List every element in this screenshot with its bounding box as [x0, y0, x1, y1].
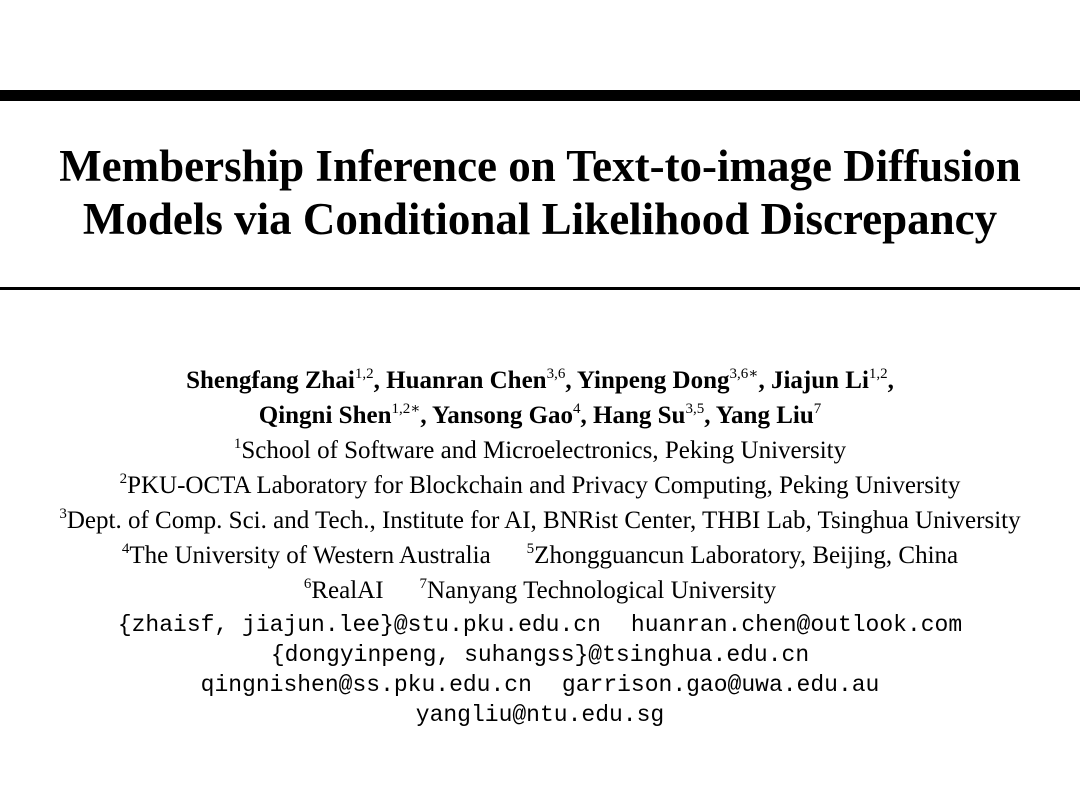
author-sep: , [373, 367, 387, 394]
affiliation-3 [0, 505, 1080, 540]
author-sep: , [758, 367, 771, 394]
email-line-2 [0, 640, 1080, 670]
email-address[interactable]: {zhaisf, jiajun.lee}@stu.pku.edu.cn [117, 612, 601, 638]
author-affil: 7 [813, 401, 822, 417]
affiliation-marker: 3 [59, 506, 67, 522]
email-line-3 [0, 670, 1080, 700]
affiliation-text: School of Software and Microelectronics, Peking University [241, 437, 847, 464]
email-address[interactable]: garrison.gao@uwa.edu.au [561, 672, 880, 698]
title-line-2: Models via Conditional Likelihood Discrepancy [82, 194, 998, 244]
affiliation-text: Dept. of Comp. Sci. and Tech., Institute for AI, BNRist Center, THBI Lab, Tsinghua University [66, 507, 1021, 534]
author-name: Yinpeng Dong [576, 367, 730, 394]
affiliation-text: Zhongguancun Laboratory, Beijing, China [534, 542, 959, 569]
affiliation-text: Nanyang Technological University [427, 577, 777, 604]
author-sep: , [565, 367, 577, 394]
title-line-1: Membership Inference on Text-to-image Diffusion [59, 141, 1021, 191]
author-name: Shengfang Zhai [186, 367, 355, 394]
affiliation-4-5 [0, 540, 1080, 575]
affiliation-1 [0, 435, 1080, 470]
author-sep: , [580, 402, 594, 429]
affiliation-6-7 [0, 575, 1080, 610]
affiliation-marker: 1 [233, 436, 242, 452]
author-line-2 [0, 400, 1080, 435]
author-name: Hang Su [593, 402, 686, 429]
affiliation-2 [0, 470, 1080, 505]
author-name: Yansong Gao [432, 402, 574, 429]
author-affil: 3,6 [546, 366, 566, 382]
paper-title [0, 140, 1080, 246]
affiliation-text: RealAI [311, 577, 384, 604]
author-affil: 1,2∗ [391, 401, 421, 417]
email-address[interactable]: yangliu@ntu.edu.sg [415, 702, 665, 728]
author-affil: 3,5 [685, 401, 705, 417]
author-sep: , [704, 402, 716, 429]
email-address[interactable]: huanran.chen@outlook.com [630, 612, 963, 638]
affiliation-marker: 5 [526, 541, 535, 557]
bottom-rule [0, 287, 1080, 290]
email-line-1 [0, 610, 1080, 640]
affiliation-marker: 7 [419, 576, 428, 592]
author-sep: , [887, 367, 894, 394]
author-affil: 1,2 [354, 366, 374, 382]
affiliation-text: The University of Western Australia [129, 542, 491, 569]
author-affil: 3,6∗ [729, 366, 759, 382]
author-name: Huanran Chen [386, 367, 547, 394]
author-affil: 1,2 [868, 366, 888, 382]
affiliation-text: PKU-OCTA Laboratory for Blockchain and Privacy Computing, Peking University [127, 472, 961, 499]
email-address[interactable]: qingnishen@ss.pku.edu.cn [200, 672, 532, 698]
top-rule [0, 90, 1080, 101]
author-name: Jiajun Li [770, 367, 869, 394]
email-address[interactable]: {dongyinpeng, suhangss}@tsinghua.edu.cn [270, 642, 810, 668]
author-line-1 [0, 365, 1080, 400]
affiliation-marker: 6 [303, 576, 312, 592]
author-sep: , [420, 402, 432, 429]
author-name: Yang Liu [715, 402, 814, 429]
author-name: Qingni Shen [258, 402, 392, 429]
author-affil: 4 [573, 401, 581, 417]
email-line-4 [0, 700, 1080, 730]
affiliation-marker: 2 [119, 471, 128, 487]
author-block [0, 365, 1080, 730]
affiliation-marker: 4 [121, 541, 130, 557]
